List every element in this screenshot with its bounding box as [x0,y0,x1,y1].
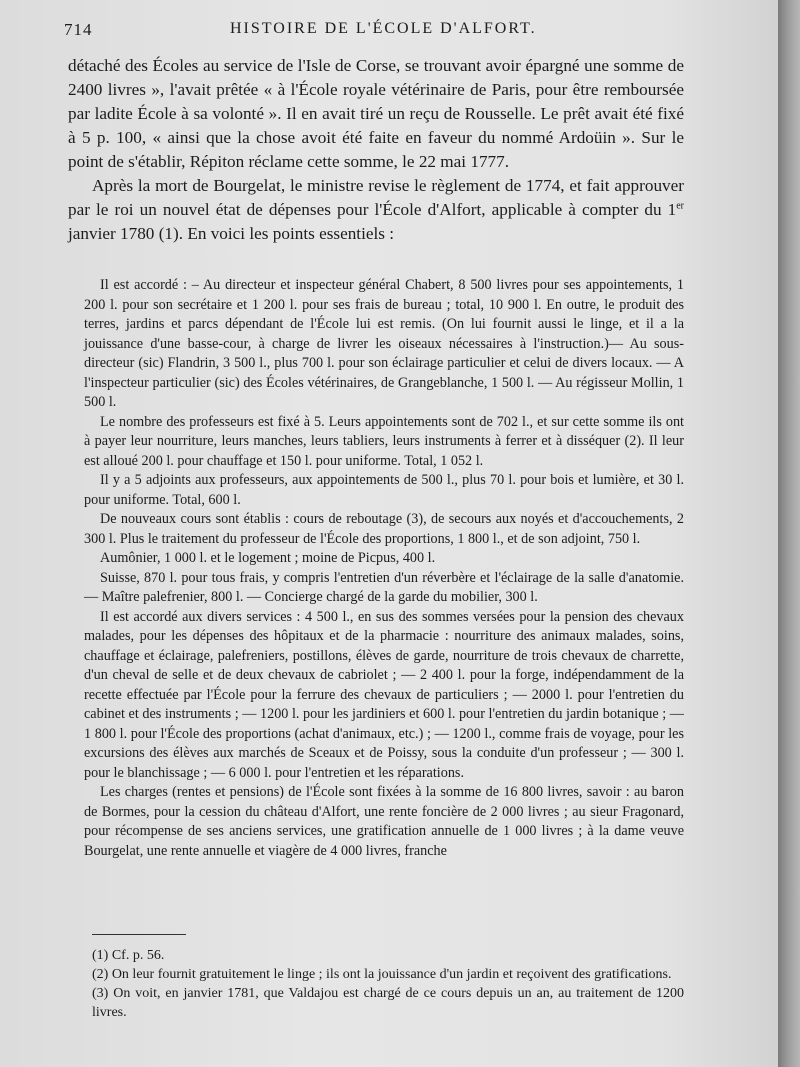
paragraph-continuation: détaché des Écoles au service de l'Isle de Corse, se trouvant avoir épargné une somme de 2400 livres », l'avait prêtée « à l'École royale vétérinaire de Paris, pour être remboursée par ladite École à sa volonté ». Il en avait tiré un reçu de Rousselle. Le prêt avait été fixé à 5 p. 100, « ainsi que la chose avoit été faite en faveur du nommé Ardoüin ». Sur le point de s'établir, Répiton réclame cette somme, le 22 mai 1777. [68,56,684,171]
budget-extract [84,276,684,861]
extract-paragraph: Il y a 5 adjoints aux professeurs, aux appointements de 500 l., plus 70 l. pour bois et lumière, et 30 l. pour uniforme. Total, 600 l. [84,472,684,508]
extract-paragraph: Les charges (rentes et pensions) de l'École sont fixées à la somme de 16 800 livres, savoir : au baron de Bormes, pour la cession du château d'Alfort, une rente foncière de 2 000 livres ; au sieur Fragonard, pour récompense de ses anciens services, une gratification annuelle de 1 000 livres ; à la dame veuve Bourgelat, une rente annuelle et viagère de 4 000 livres, franche [84,784,684,859]
main-text [68,54,684,246]
extract-paragraph: Aumônier, 1 000 l. et le logement ; moine de Picpus, 400 l. [100,550,436,566]
page-number: 714 [64,20,93,39]
paragraph-text-before: Après la mort de Bourgelat, le ministre revise le règlement de 1774, et fait approuver par le roi un nouvel état de dépenses pour l'École d'Alfort, applicable à compter du 1 [68,176,684,219]
extract-paragraph: Il est accordé aux divers services : 4 500 l., en sus des sommes versées pour la pension des chevaux malades, pour les dépenses des hôpitaux et de la pharmacie : nourriture des animaux malades, soins, chauffage et éclairage, palefreniers, postillons, élèves de garde, nourriture de trois chevaux de charrette, d'un cheval de selle et de deux chevaux de cabriolet ; — 2 400 l. pour la forge, indépendamment de la recette effectuée par l'École pour la ferrure des chevaux de particuliers ; — 2000 l. pour l'entretien du cabinet et des instruments ; — 1200 l. pour les jardiniers et 600 l. pour l'entretien du jardin botanique ; — 1 800 l. pour l'École des proportions (achat d'animaux, etc.) ; — 1200 l., comme frais de voyage, pour les excursions des élèves aux marchés de Sceaux et de Poissy, sous la conduite d'un professeur ; — 300 l. pour le blanchissage ; — 6 000 l. pour l'entretien et les réparations. [84,608,684,781]
extract-paragraph: Suisse, 870 l. pour tous frais, y compris l'entretien d'un réverbère et l'éclairage de la salle d'anatomie. — Maître palefrenier, 800 l. — Concierge chargé de la garde du mobilier, 300 l. [84,569,684,605]
extract-paragraph: Le nombre des professeurs est fixé à 5. Leurs appointements sont de 702 l., et sur cette somme ils ont à payer leur nourriture, leurs manches, leurs tabliers, leurs instruments à ferrer et à disséquer (2). Il leur est alloué 200 l. pour chauffage et 150 l. pour uniforme. Total, 1 052 l. [84,413,684,469]
footnote-rule [92,934,186,935]
footnote: (1) Cf. p. 56. [92,948,165,963]
ordinal-superscript: er [676,200,684,212]
paragraph-bourgelat [68,174,684,246]
extract-paragraph: Il est accordé : – Au directeur et inspecteur général Chabert, 8 500 livres pour ses appointements, 1 200 l. pour son secrétaire et 1 200 l. pour ses frais de bureau ; total, 10 900 l. En outre, le produit des terres, jardins et parcs dépendant de l'École lui est remis. (On lui fournit aussi le linge, et il a la jouissance d'une basse-cour, à charge de livrer les oiseaux nécessaires à l'instruction.)— Au sous-directeur (sic) Flandrin, 3 500 l., plus 700 l. pour son éclairage particulier et celui de divers locaux. — A l'inspecteur particulier (sic) des Écoles vétérinaires, de Grangeblanche, 1 500 l. — Au régisseur Mollin, 1 500 l. [84,277,684,410]
running-title: HISTOIRE DE L'ÉCOLE D'ALFORT. [230,20,537,37]
footnote: (2) On leur fournit gratuitement le linge ; ils ont la jouissance d'un jardin et reçoivent des gratifications. [92,967,672,982]
paragraph-text-after: janvier 1780 (1). En voici les points essentiels : [68,224,395,243]
footnote: (3) On voit, en janvier 1781, que Valdajou est chargé de ce cours depuis un an, au traitement de 1200 livres. [92,986,684,1020]
page-header [64,20,684,44]
footnotes [92,946,684,1022]
extract-paragraph: De nouveaux cours sont établis : cours de reboutage (3), de secours aux noyés et d'accouchements, 2 300 l. Plus le traitement du professeur de l'École des proportions, 1 800 l., et de son adjoint, 750 l. [84,511,684,547]
page-edge-shadow [778,0,800,1067]
